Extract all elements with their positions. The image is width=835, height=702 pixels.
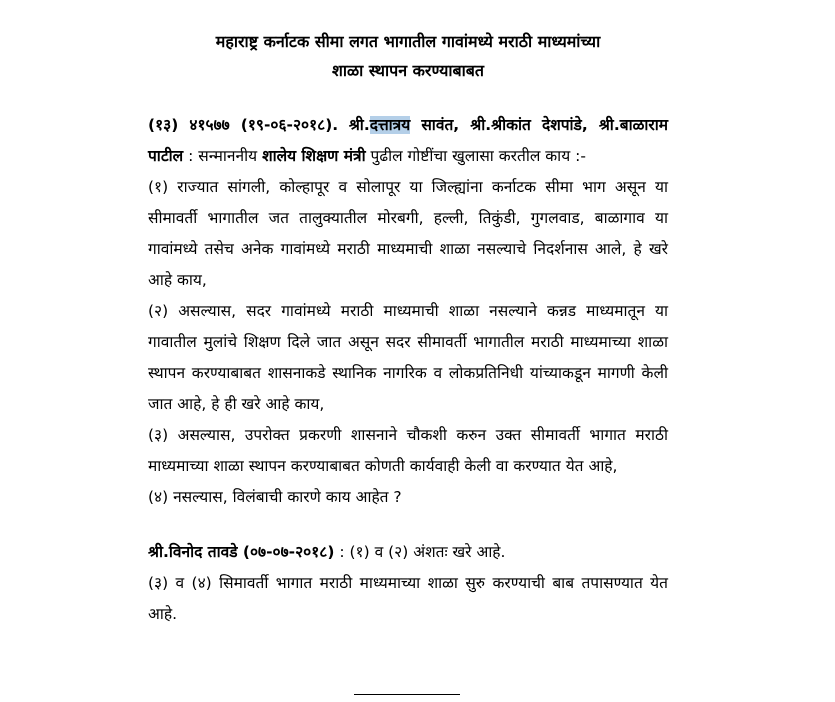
answer-line-1 bbox=[148, 537, 668, 568]
title-line-1: महाराष्ट्र कर्नाटक सीमा लगत भागातील गावांमध्ये मराठी माध्यमांच्या bbox=[215, 32, 601, 51]
title-line-2: शाळा स्थापन करण्याबाबत bbox=[331, 61, 485, 80]
member-names: सावंत, श्री.श्रीकांत देशपांडे, श्री.बाळाराम पाटील bbox=[148, 116, 668, 165]
minister-title: शालेय शिक्षण मंत्री bbox=[262, 147, 366, 165]
member1-prefix: श्री. bbox=[348, 116, 370, 134]
end-divider bbox=[354, 694, 460, 695]
page-title bbox=[136, 27, 680, 85]
question-item-4: (४) नसल्यास, विलंबाची कारणे काय आहेत ? bbox=[148, 488, 402, 506]
section-spacer bbox=[148, 513, 668, 537]
document-body bbox=[148, 27, 668, 630]
question-reference: (१३) ४१५७७ (१९-०६-२०१८). bbox=[148, 116, 339, 134]
answer-part-1: : (१) व (२) अंशतः खरे आहे. bbox=[334, 543, 506, 561]
addressing-separator: : सन्माननीय bbox=[183, 147, 263, 165]
question-item-2: (२) असल्यास, सदर गावांमध्ये मराठी माध्यमाची शाळा नसल्याने कन्नड माध्यमातून या गावातील मुलांचे शिक्षण दिले जात असून सदर सीमावर्ती भागातील मराठी माध्यमाच्या शाळा स्थापन करण्याबाबत शासनाकडे स्थानिक नागरिक व लोकप्रतिनिधी यांच्याकडून मागणी केली जात आहे, हे ही खरे आहे काय, bbox=[148, 302, 668, 413]
question-item-3: (३) असल्यास, उपरोक्त प्रकरणी शासनाने चौकशी करुन उक्त सीमावर्ती भागात मराठी माध्यमाच्या शाळा स्थापन करण्याबाबत कोणती कार्यवाही केली वा करण्यात येत आहे, bbox=[148, 426, 668, 475]
selected-text-highlight[interactable]: दत्तात्रय bbox=[369, 116, 411, 134]
answer-line-2: (३) व (४) सिमावर्ती भागात मराठी माध्यमाच्या शाळा सुरु करण्याची बाब तपासण्यात येत आहे. bbox=[148, 574, 669, 623]
question-item-1: (१) राज्यात सांगली, कोल्हापूर व सोलापूर या जिल्ह्यांना कर्नाटक सीमा भाग असून या सीमावर्ती भागातील जत तालुक्यातील मोरबगी, हल्ली, तिकुंडी, गुगलवाड, बाळागाव या गावांमध्ये तसेच अनेक गावांमध्ये मराठी माध्यमाची शाळा नसल्याचे निदर्शनास आले, हे खरे आहे काय, bbox=[148, 178, 668, 289]
question-intro: पुढील गोष्टींचा खुलासा करतील काय :- bbox=[365, 147, 586, 165]
question-header bbox=[148, 110, 668, 172]
answer-speaker: श्री.विनोद तावडे (०७-०७-२०१८) bbox=[148, 543, 335, 561]
